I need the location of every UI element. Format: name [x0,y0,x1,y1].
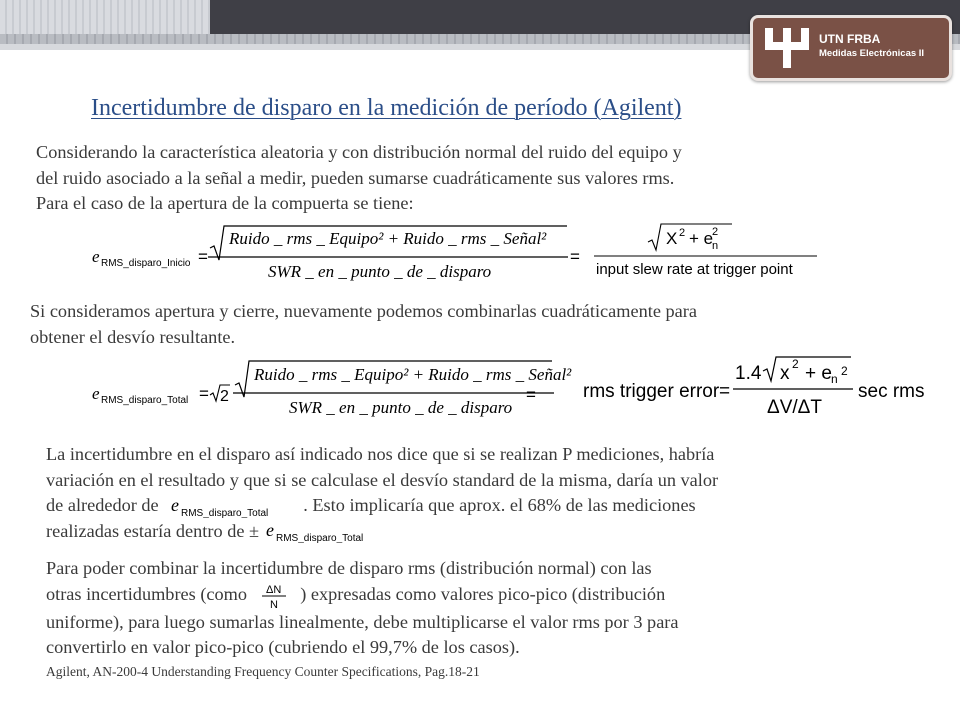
svg-text:=: = [526,385,536,404]
text-line: obtener el desvío resultante. [30,326,236,347]
eq1-rhs-denominator: input slew rate at trigger point [596,261,793,278]
equation-gate-opening-svg [92,222,832,284]
text-line: convertirlo en valor pico-pico (cubriendo el 99,7% de los casos). [46,637,520,657]
svg-text:X: X [666,229,678,248]
inline-subscript: RMS_disparo_Total [275,533,363,544]
svg-text:2: 2 [841,364,848,378]
text-fragment: . Esto implicaría que aprox. el 68% de las mediciones [303,495,696,515]
eq1-lhs-subscript: RMS_disparo_Inicio [101,258,191,269]
eq2-lhs-subscript: RMS_disparo_Total [101,395,189,406]
paragraph-peak-to-peak [46,556,679,661]
text-fragment: de alrededor de [46,495,159,515]
paragraph-combination [30,299,697,350]
svg-text:n: n [831,372,838,386]
inline-fraction-delta-n [252,582,296,610]
svg-text:2: 2 [220,388,229,405]
text-line: Para el caso de la apertura de la compuerta se tiene: [36,193,414,213]
equation-gate-total [92,355,592,421]
eq2-denominator: SWR _ en _ punto _ de _ disparo [289,398,513,417]
text-line: La incertidumbre en el disparo así indicado nos dice que si se realizan P mediciones, habría [46,444,715,464]
text-fragment: realizadas estaría dentro de ± [46,520,260,541]
text-line: del ruido asociado a la señal a medir, pueden sumarse cuadráticamente sus valores rms. [36,167,675,188]
svg-text:=: = [719,381,731,402]
svg-text:=: = [570,247,580,266]
inline-subscript: RMS_disparo_Total [181,507,269,518]
fraction-denominator: N [269,598,278,610]
svg-text:+ e: + e [689,229,714,248]
paragraph-interpretation [46,442,718,544]
utn-emblem-icon [762,26,812,70]
svg-text:2: 2 [712,226,719,238]
reference-citation: Agilent, AN-200-4 Understanding Frequency Counter Specifications, Pag.18-21 [46,664,480,679]
equation-gate-total-svg [92,355,592,421]
svg-text:e: e [171,495,180,515]
text-fragment: otras incertidumbres (como [46,583,248,604]
eq3-lhs: rms trigger error [583,381,720,402]
text-line [46,519,718,545]
svg-text:+ e: + e [805,363,832,384]
inline-symbol-e-rms-total-2 [264,521,394,543]
svg-text:x: x [780,363,790,384]
eq3-denominator: ΔV/ΔT [767,397,822,418]
equation-rms-trigger-error-svg [583,353,933,419]
text-line: Si consideramos apertura y cierre, nuevamente podemos combinarlas cuadráticamente para [30,301,697,321]
equation-rms-trigger-error [583,353,933,419]
logo-title: UTN FRBA [819,32,881,46]
header-bar-left-stripes [0,0,210,34]
svg-text:e: e [92,247,100,266]
svg-text:e: e [265,521,274,541]
page-title: Incertidumbre de disparo en la medición de período (Agilent) [91,95,682,121]
text-line: variación en el resultado y que si se calculase el desvío standard de la misma, daría un valor [46,469,719,490]
eq1-denominator: SWR _ en _ punto _ de _ disparo [268,262,492,281]
eq2-numerator: Ruido _ rms _ Equipo² + Ruido _ rms _ Señal² [254,365,572,384]
svg-text:=: = [198,247,208,266]
utn-logo [750,15,952,81]
svg-text:n: n [712,240,719,252]
eq3-coefficient: 1.4 [735,363,762,384]
text-line: Para poder combinar la incertidumbre de disparo rms (distribución normal) con las [46,558,652,578]
svg-text:=: = [199,384,209,403]
fraction-numerator: ΔN [265,583,281,596]
text-line [46,582,679,610]
svg-text:2: 2 [679,227,686,239]
paragraph-intro [36,140,682,217]
text-line [46,493,718,519]
eq3-suffix: sec rms [858,381,925,402]
text-fragment: ) expresadas como valores pico-pico (distribución [300,583,666,604]
equation-gate-opening [92,222,832,284]
text-line: Considerando la característica aleatoria y con distribución normal del ruido del equipo y [36,142,682,162]
eq1-numerator: Ruido _ rms _ Equipo² + Ruido _ rms _ Señal² [229,229,547,248]
text-line: uniforme), para luego sumarlas linealmente, debe multiplicarse el valor rms por 3 para [46,611,679,632]
inline-symbol-e-rms-total [163,496,303,518]
logo-subtitle: Medidas Electrónicas II [819,48,925,59]
svg-text:e: e [92,384,100,403]
svg-text:2: 2 [792,357,799,371]
